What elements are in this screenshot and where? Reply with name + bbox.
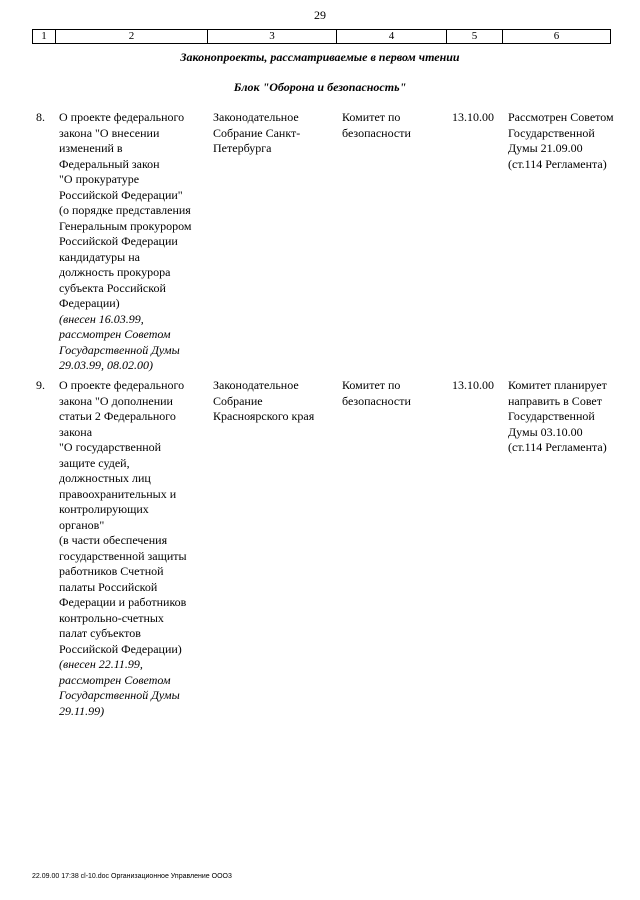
text-line: (о порядке представления xyxy=(59,203,191,217)
submission-note-line: Государственной Думы xyxy=(59,688,180,702)
text-line: Федерации) xyxy=(59,296,120,310)
text-line: Государственной xyxy=(508,409,595,423)
entry-author xyxy=(213,110,338,157)
text-line: Думы 21.09.00 xyxy=(508,141,583,155)
block-title: Блок "Оборона и безопасность" xyxy=(233,80,407,94)
text-line: безопасности xyxy=(342,393,411,408)
text-line: "О прокуратуре xyxy=(59,172,140,186)
column-number-header xyxy=(32,29,611,44)
text-line: Законодательное xyxy=(213,110,299,124)
text-line: изменений в xyxy=(59,141,123,155)
text-line: защите судей, xyxy=(59,455,130,470)
text-line: Собрание xyxy=(213,393,263,408)
entry-status xyxy=(508,378,620,456)
text-line: субъекта Российской xyxy=(59,280,166,295)
text-line: Комитет по xyxy=(342,110,401,124)
text-line: должность прокурора xyxy=(59,265,171,279)
text-line: Комитет планирует xyxy=(508,378,607,392)
text-line: палат субъектов xyxy=(59,626,141,640)
column-number-3: 3 xyxy=(208,30,337,44)
text-line: Красноярского края xyxy=(213,409,315,423)
text-line: (ст.114 Регламента) xyxy=(508,440,607,454)
text-line: О проекте федерального xyxy=(59,378,185,392)
column-number-6: 6 xyxy=(503,30,611,44)
column-number-5: 5 xyxy=(447,30,503,44)
submission-note-line: (внесен 22.11.99, xyxy=(59,657,143,671)
text-line: Федеральный закон xyxy=(59,156,160,171)
entry-status xyxy=(508,110,620,172)
text-line: (в части обеспечения xyxy=(59,533,168,547)
text-line: Российской Федерации xyxy=(59,234,178,248)
text-line: безопасности xyxy=(342,125,411,140)
section-title: Законопроекты, рассматриваемые в первом чтении xyxy=(180,50,460,64)
text-line: работников Счетной xyxy=(59,564,164,578)
submission-note-line: (внесен 16.03.99, xyxy=(59,311,144,326)
page-number: 29 xyxy=(314,8,326,22)
column-number-1: 1 xyxy=(33,30,56,44)
entry-date: 13.10.00 xyxy=(452,378,494,392)
entry-author xyxy=(213,378,338,425)
text-line: "О государственной xyxy=(59,440,162,454)
text-line: Петербурга xyxy=(213,141,272,155)
text-line: Генеральным прокурором xyxy=(59,218,192,233)
text-line: палаты Российской xyxy=(59,579,158,594)
text-line: Российской Федерации) xyxy=(59,641,182,656)
entry-committee xyxy=(342,110,447,141)
submission-note-line: рассмотрен Советом xyxy=(59,672,171,687)
column-number-2: 2 xyxy=(56,30,208,44)
text-line: Федерации и работников xyxy=(59,595,187,609)
submission-note-line: рассмотрен Советом xyxy=(59,327,171,341)
entry-committee xyxy=(342,378,447,409)
column-number-4: 4 xyxy=(337,30,447,44)
text-line: правоохранительных и xyxy=(59,486,177,501)
entry-date: 13.10.00 xyxy=(452,110,494,124)
entry-title xyxy=(59,110,209,374)
text-line: Думы 03.10.00 xyxy=(508,424,583,439)
text-line: Рассмотрен Советом xyxy=(508,110,614,124)
text-line: государственной защиты xyxy=(59,548,187,563)
text-line: закона "О дополнении xyxy=(59,393,173,408)
text-line: контрольно-счетных xyxy=(59,610,164,625)
footer-file-info: 22.09.00 17:38 cl-10.doc Организационное Управление ООО3 xyxy=(32,873,232,880)
text-line: статьи 2 Федерального xyxy=(59,409,176,423)
entry-number: 8. xyxy=(36,110,45,124)
text-line: контролирующих xyxy=(59,502,149,516)
text-line: Законодательное xyxy=(213,378,299,392)
text-line: кандидатуры на xyxy=(59,249,140,264)
text-line: Государственной xyxy=(508,125,595,140)
text-line: направить в Совет xyxy=(508,393,602,408)
text-line: должностных лиц xyxy=(59,471,151,485)
submission-note-line: 29.11.99) xyxy=(59,703,105,718)
text-line: О проекте федерального xyxy=(59,110,185,124)
text-line: закона "О внесении xyxy=(59,125,160,140)
text-line: Комитет по xyxy=(342,378,401,392)
text-line: (ст.114 Регламента) xyxy=(508,156,607,171)
text-line: закона xyxy=(59,424,93,439)
text-line: Российской Федерации" xyxy=(59,187,183,202)
submission-note-line: 29.03.99, 08.02.00) xyxy=(59,358,153,372)
entry-title xyxy=(59,378,209,719)
submission-note-line: Государственной Думы xyxy=(59,342,180,357)
text-line: Собрание Санкт- xyxy=(213,125,301,140)
text-line: органов" xyxy=(59,517,105,532)
entry-number: 9. xyxy=(36,378,45,392)
